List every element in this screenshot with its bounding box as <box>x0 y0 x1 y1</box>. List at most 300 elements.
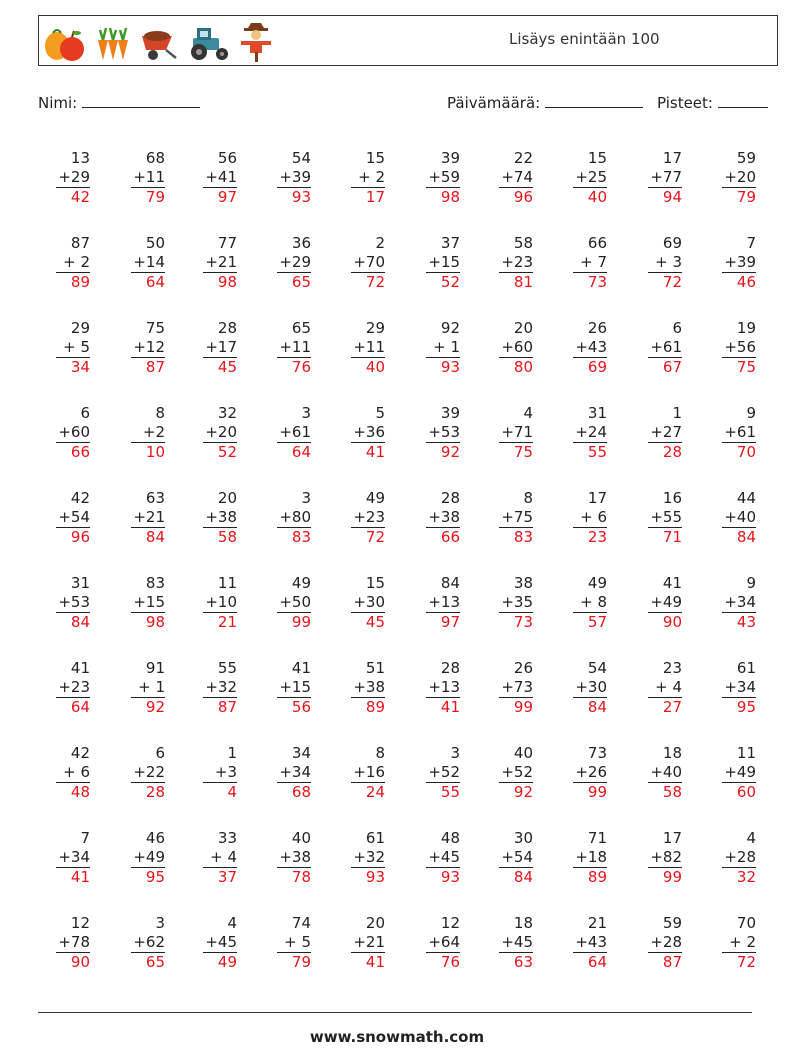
addition-problem <box>351 829 385 887</box>
addend-bottom: +61 <box>279 423 311 441</box>
answer: 46 <box>722 272 756 292</box>
addition-problem <box>648 829 682 887</box>
addend-top: 8 <box>375 744 385 762</box>
answer: 4 <box>203 782 237 802</box>
addend-top: 4 <box>523 404 533 422</box>
addend-top: 7 <box>80 829 90 847</box>
addend-bottom: +29 <box>279 253 311 271</box>
addend-bottom: +35 <box>501 593 533 611</box>
addend-bottom: +30 <box>353 593 385 611</box>
addend-bottom: +21 <box>205 253 237 271</box>
addend-bottom: +13 <box>428 678 460 696</box>
addition-problem <box>499 149 533 207</box>
addend-bottom: +49 <box>650 593 682 611</box>
answer: 64 <box>277 442 311 462</box>
answer: 55 <box>426 782 460 802</box>
addend-bottom: + 5 <box>284 933 311 951</box>
answer: 34 <box>56 357 90 377</box>
addition-problem <box>56 234 90 292</box>
answer: 48 <box>56 782 90 802</box>
answer: 98 <box>203 272 237 292</box>
addend-top: 28 <box>217 319 237 337</box>
answer: 23 <box>573 527 607 547</box>
addend-top: 3 <box>301 489 311 507</box>
addend-top: 77 <box>217 234 237 252</box>
answer: 17 <box>351 187 385 207</box>
addend-top: 3 <box>301 404 311 422</box>
answer: 55 <box>573 442 607 462</box>
addition-problem <box>203 744 237 802</box>
addition-problem <box>722 404 756 462</box>
answer: 32 <box>722 867 756 887</box>
addition-problem <box>56 659 90 717</box>
addend-bottom: +53 <box>58 593 90 611</box>
answer: 81 <box>499 272 533 292</box>
addend-top: 28 <box>440 489 460 507</box>
addition-problem <box>131 744 165 802</box>
addition-problem <box>722 659 756 717</box>
addend-top: 44 <box>736 489 756 507</box>
name-label: Nimi: <box>38 94 78 112</box>
addend-top: 73 <box>587 744 607 762</box>
footer-divider <box>38 1012 752 1013</box>
addend-bottom: +49 <box>724 763 756 781</box>
addition-problem <box>131 574 165 632</box>
addend-bottom: +25 <box>575 168 607 186</box>
addition-problem <box>203 234 237 292</box>
addend-bottom: +20 <box>205 423 237 441</box>
addend-top: 55 <box>217 659 237 677</box>
addend-bottom: + 6 <box>580 508 607 526</box>
addend-bottom: +21 <box>353 933 385 951</box>
answer: 64 <box>573 952 607 972</box>
addition-problem <box>131 149 165 207</box>
answer: 52 <box>203 442 237 462</box>
addition-problem <box>722 914 756 972</box>
answer: 37 <box>203 867 237 887</box>
addition-problem <box>426 744 460 802</box>
answer: 93 <box>277 187 311 207</box>
addend-top: 87 <box>70 234 90 252</box>
addend-top: 13 <box>70 149 90 167</box>
answer: 57 <box>573 612 607 632</box>
addend-bottom: +45 <box>205 933 237 951</box>
addition-problem <box>203 659 237 717</box>
addend-bottom: +55 <box>650 508 682 526</box>
addend-top: 26 <box>513 659 533 677</box>
addition-problem <box>203 574 237 632</box>
addend-bottom: +34 <box>58 848 90 866</box>
answer: 79 <box>131 187 165 207</box>
answer: 93 <box>426 357 460 377</box>
answer: 41 <box>351 442 385 462</box>
addend-bottom: +74 <box>501 168 533 186</box>
answer: 42 <box>56 187 90 207</box>
answer: 87 <box>131 357 165 377</box>
addend-top: 70 <box>736 914 756 932</box>
addition-problem <box>573 404 607 462</box>
addend-top: 92 <box>440 319 460 337</box>
addition-problem <box>648 914 682 972</box>
addend-bottom: +22 <box>133 763 165 781</box>
addend-bottom: +13 <box>428 593 460 611</box>
addition-problem <box>277 489 311 547</box>
addition-problem <box>56 574 90 632</box>
addend-top: 2 <box>375 234 385 252</box>
addend-bottom: +27 <box>650 423 682 441</box>
addition-problem <box>203 489 237 547</box>
answer: 84 <box>56 612 90 632</box>
addend-bottom: +29 <box>58 168 90 186</box>
addend-bottom: +15 <box>133 593 165 611</box>
addition-problem <box>56 914 90 972</box>
addition-problem <box>499 659 533 717</box>
addend-bottom: +73 <box>501 678 533 696</box>
addition-problem <box>499 319 533 377</box>
addend-bottom: + 1 <box>138 678 165 696</box>
addend-bottom: +78 <box>58 933 90 951</box>
addend-top: 26 <box>587 319 607 337</box>
addend-bottom: +2 <box>142 423 165 441</box>
addend-top: 74 <box>291 914 311 932</box>
addend-bottom: +34 <box>279 763 311 781</box>
addition-problem <box>573 149 607 207</box>
addend-bottom: +52 <box>428 763 460 781</box>
addend-top: 18 <box>662 744 682 762</box>
addition-problem <box>277 574 311 632</box>
addend-top: 40 <box>513 744 533 762</box>
answer: 63 <box>499 952 533 972</box>
addend-top: 29 <box>365 319 385 337</box>
addend-bottom: +11 <box>353 338 385 356</box>
addend-top: 39 <box>440 149 460 167</box>
addend-bottom: +61 <box>650 338 682 356</box>
addend-bottom: +80 <box>279 508 311 526</box>
addend-bottom: +43 <box>575 338 607 356</box>
addend-top: 16 <box>662 489 682 507</box>
addition-problem <box>499 574 533 632</box>
addend-bottom: +23 <box>353 508 385 526</box>
addition-problem <box>573 489 607 547</box>
addition-problem <box>648 744 682 802</box>
addend-bottom: +71 <box>501 423 533 441</box>
addend-top: 20 <box>217 489 237 507</box>
addition-problem <box>203 319 237 377</box>
addend-top: 4 <box>746 829 756 847</box>
addend-top: 11 <box>736 744 756 762</box>
addend-top: 9 <box>746 404 756 422</box>
answer: 41 <box>426 697 460 717</box>
addition-problem <box>499 489 533 547</box>
answer: 93 <box>426 867 460 887</box>
answer: 41 <box>56 867 90 887</box>
addend-top: 69 <box>662 234 682 252</box>
addend-bottom: +56 <box>724 338 756 356</box>
addend-bottom: + 5 <box>63 338 90 356</box>
answer: 67 <box>648 357 682 377</box>
addend-top: 65 <box>291 319 311 337</box>
addend-top: 31 <box>70 574 90 592</box>
answer: 52 <box>426 272 460 292</box>
score-label: Pisteet: <box>657 94 713 112</box>
addition-problem <box>203 404 237 462</box>
addend-top: 8 <box>155 404 165 422</box>
addend-top: 21 <box>587 914 607 932</box>
addend-bottom: +54 <box>58 508 90 526</box>
answer: 71 <box>648 527 682 547</box>
addend-bottom: +49 <box>133 848 165 866</box>
addend-bottom: +24 <box>575 423 607 441</box>
addend-top: 7 <box>746 234 756 252</box>
addend-bottom: +11 <box>133 168 165 186</box>
addend-bottom: +82 <box>650 848 682 866</box>
addend-bottom: +53 <box>428 423 460 441</box>
answer: 76 <box>277 357 311 377</box>
addend-bottom: +61 <box>724 423 756 441</box>
addition-problem <box>648 149 682 207</box>
addend-bottom: +15 <box>428 253 460 271</box>
addend-top: 39 <box>440 404 460 422</box>
addition-problem <box>499 234 533 292</box>
addition-problem <box>573 659 607 717</box>
addend-bottom: +38 <box>205 508 237 526</box>
addend-bottom: +52 <box>501 763 533 781</box>
answer: 40 <box>351 357 385 377</box>
addend-bottom: +70 <box>353 253 385 271</box>
addend-bottom: +38 <box>428 508 460 526</box>
addend-top: 68 <box>145 149 165 167</box>
addition-problem <box>426 149 460 207</box>
answer: 24 <box>351 782 385 802</box>
addend-top: 22 <box>513 149 533 167</box>
answer: 45 <box>203 357 237 377</box>
addend-top: 20 <box>513 319 533 337</box>
addend-top: 51 <box>365 659 385 677</box>
addition-problem <box>131 319 165 377</box>
addition-problem <box>722 319 756 377</box>
addend-top: 38 <box>513 574 533 592</box>
addend-top: 18 <box>513 914 533 932</box>
addend-top: 49 <box>291 574 311 592</box>
addition-problem <box>56 404 90 462</box>
addend-bottom: +38 <box>279 848 311 866</box>
addend-top: 32 <box>217 404 237 422</box>
answer: 72 <box>648 272 682 292</box>
addition-problem <box>277 659 311 717</box>
addition-problem <box>573 574 607 632</box>
addend-bottom: +10 <box>205 593 237 611</box>
addition-problem <box>426 319 460 377</box>
answer: 84 <box>573 697 607 717</box>
addend-top: 46 <box>145 829 165 847</box>
answer: 21 <box>203 612 237 632</box>
addition-problem <box>722 744 756 802</box>
addend-bottom: + 4 <box>210 848 237 866</box>
addend-bottom: + 1 <box>433 338 460 356</box>
addend-bottom: +17 <box>205 338 237 356</box>
answer: 40 <box>573 187 607 207</box>
addend-top: 49 <box>365 489 385 507</box>
answer: 64 <box>56 697 90 717</box>
addition-problem <box>499 914 533 972</box>
addition-problem <box>426 574 460 632</box>
answer: 72 <box>351 527 385 547</box>
answer: 79 <box>722 187 756 207</box>
answer: 87 <box>203 697 237 717</box>
answer: 96 <box>56 527 90 547</box>
addition-problem <box>351 659 385 717</box>
addend-bottom: +62 <box>133 933 165 951</box>
addend-bottom: +34 <box>724 593 756 611</box>
answer: 80 <box>499 357 533 377</box>
addend-bottom: +28 <box>724 848 756 866</box>
addend-bottom: +50 <box>279 593 311 611</box>
addend-top: 1 <box>227 744 237 762</box>
addend-top: 63 <box>145 489 165 507</box>
addend-bottom: +39 <box>279 168 311 186</box>
addend-top: 48 <box>440 829 460 847</box>
answer: 43 <box>722 612 756 632</box>
addend-bottom: +23 <box>501 253 533 271</box>
addend-bottom: +26 <box>575 763 607 781</box>
answer: 90 <box>56 952 90 972</box>
answer: 75 <box>499 442 533 462</box>
addition-problem <box>426 234 460 292</box>
addend-top: 34 <box>291 744 311 762</box>
addend-top: 15 <box>587 149 607 167</box>
answer: 99 <box>499 697 533 717</box>
answer: 64 <box>131 272 165 292</box>
answer: 65 <box>277 272 311 292</box>
addition-problem <box>351 319 385 377</box>
page-title: Lisäys enintään 100 <box>509 30 660 48</box>
addend-top: 71 <box>587 829 607 847</box>
addend-bottom: +45 <box>501 933 533 951</box>
answer: 66 <box>426 527 460 547</box>
addend-top: 84 <box>440 574 460 592</box>
answer: 72 <box>351 272 385 292</box>
addend-top: 6 <box>155 744 165 762</box>
answer: 98 <box>131 612 165 632</box>
addend-bottom: +77 <box>650 168 682 186</box>
addend-bottom: +64 <box>428 933 460 951</box>
answer: 95 <box>722 697 756 717</box>
addend-bottom: +16 <box>353 763 385 781</box>
answer: 89 <box>573 867 607 887</box>
answer: 69 <box>573 357 607 377</box>
addend-top: 59 <box>736 149 756 167</box>
addend-bottom: + 6 <box>63 763 90 781</box>
addition-problem <box>277 404 311 462</box>
answer: 58 <box>648 782 682 802</box>
addend-bottom: +60 <box>58 423 90 441</box>
addend-top: 91 <box>145 659 165 677</box>
addend-bottom: +39 <box>724 253 756 271</box>
addition-problem <box>277 829 311 887</box>
addition-problem <box>426 829 460 887</box>
addition-problem <box>722 574 756 632</box>
addition-problem <box>573 829 607 887</box>
addend-bottom: +23 <box>58 678 90 696</box>
addend-top: 1 <box>672 404 682 422</box>
addition-problem <box>722 149 756 207</box>
addition-problem <box>499 744 533 802</box>
addition-problem <box>722 489 756 547</box>
answer: 92 <box>131 697 165 717</box>
answer: 65 <box>131 952 165 972</box>
addition-problem <box>131 234 165 292</box>
addend-top: 59 <box>662 914 682 932</box>
addend-top: 42 <box>70 744 90 762</box>
addition-problem <box>277 149 311 207</box>
addend-top: 61 <box>365 829 385 847</box>
addition-problem <box>573 914 607 972</box>
addend-bottom: + 8 <box>580 593 607 611</box>
addition-problem <box>131 489 165 547</box>
answer: 99 <box>573 782 607 802</box>
addend-top: 36 <box>291 234 311 252</box>
addend-bottom: + 2 <box>358 168 385 186</box>
answer: 97 <box>426 612 460 632</box>
answer: 96 <box>499 187 533 207</box>
addend-bottom: +45 <box>428 848 460 866</box>
addend-top: 75 <box>145 319 165 337</box>
answer: 28 <box>648 442 682 462</box>
addend-top: 11 <box>217 574 237 592</box>
addend-bottom: +20 <box>724 168 756 186</box>
addend-bottom: +18 <box>575 848 607 866</box>
addend-top: 29 <box>70 319 90 337</box>
addend-top: 41 <box>662 574 682 592</box>
answer: 98 <box>426 187 460 207</box>
addend-top: 15 <box>365 149 385 167</box>
addend-top: 19 <box>736 319 756 337</box>
answer: 76 <box>426 952 460 972</box>
addend-bottom: +36 <box>353 423 385 441</box>
addend-top: 28 <box>440 659 460 677</box>
addition-problem <box>277 319 311 377</box>
date-label: Päivämäärä: <box>447 94 541 112</box>
addend-top: 6 <box>672 319 682 337</box>
addend-top: 54 <box>291 149 311 167</box>
addend-top: 12 <box>440 914 460 932</box>
addend-top: 23 <box>662 659 682 677</box>
answer: 87 <box>648 952 682 972</box>
addend-top: 5 <box>375 404 385 422</box>
addend-bottom: +40 <box>650 763 682 781</box>
addition-problem <box>573 234 607 292</box>
addend-top: 17 <box>662 149 682 167</box>
addition-problem <box>499 829 533 887</box>
addend-top: 61 <box>736 659 756 677</box>
addition-problem <box>648 574 682 632</box>
addend-top: 31 <box>587 404 607 422</box>
addition-problem <box>56 319 90 377</box>
addend-bottom: + 2 <box>729 933 756 951</box>
answer: 99 <box>277 612 311 632</box>
addend-bottom: + 2 <box>63 253 90 271</box>
addition-problem <box>648 404 682 462</box>
answer: 93 <box>351 867 385 887</box>
addition-problem <box>499 404 533 462</box>
addition-problem <box>277 744 311 802</box>
answer: 28 <box>131 782 165 802</box>
addition-problem <box>426 914 460 972</box>
addition-problem <box>648 319 682 377</box>
answer: 94 <box>648 187 682 207</box>
addend-bottom: +30 <box>575 678 607 696</box>
addition-problem <box>351 149 385 207</box>
